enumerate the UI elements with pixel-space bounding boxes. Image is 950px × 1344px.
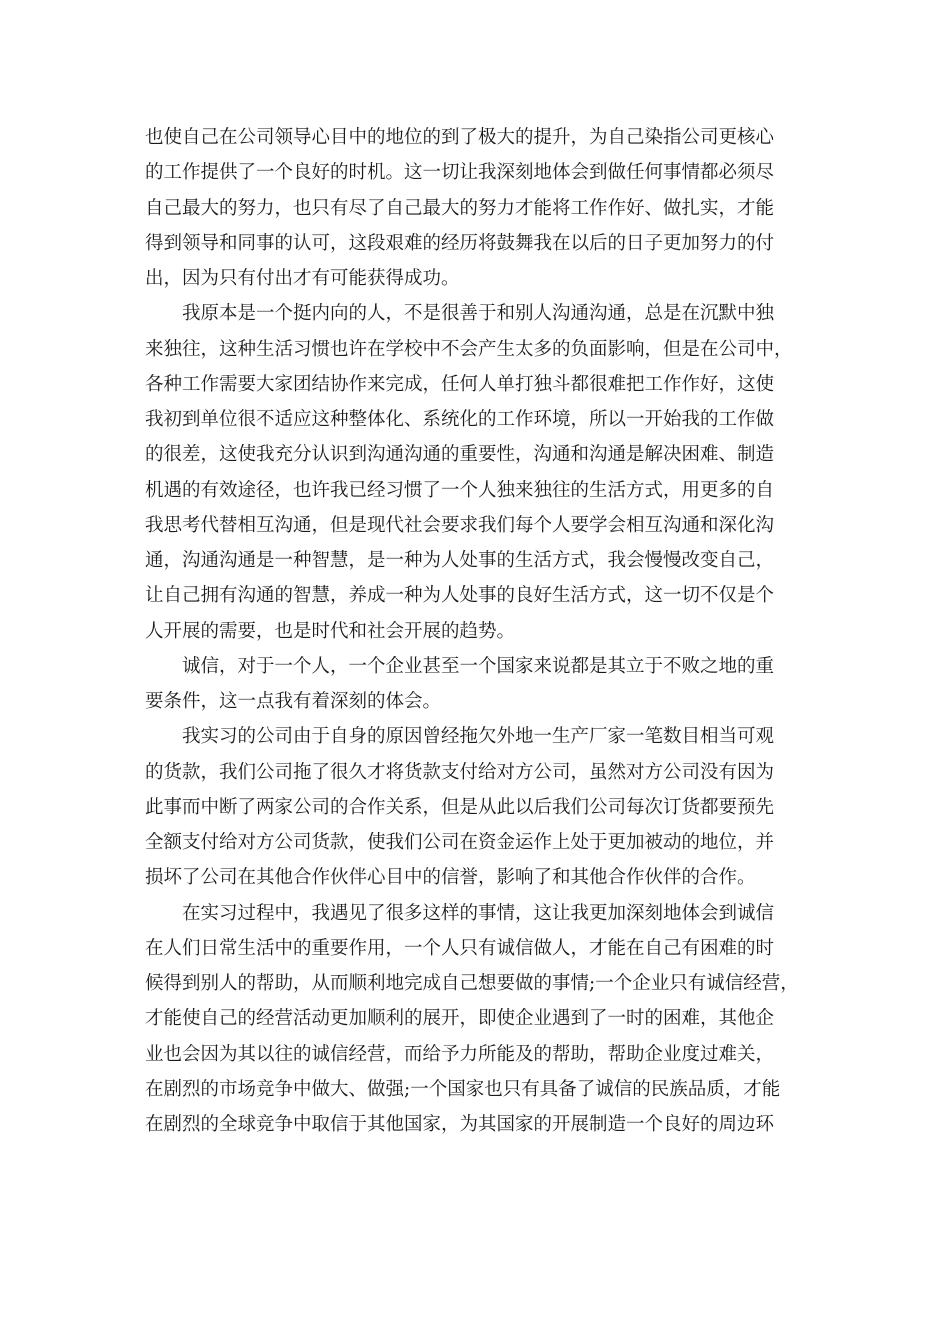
text-line: 业也会因为其以往的诚信经营，而给予力所能及的帮助，帮助企业度过难关， xyxy=(145,1043,775,1065)
text-line: 来独往，这种生活习惯也许在学校中不会产生太多的负面影响，但是在公司中， xyxy=(145,338,793,360)
text-line: 的很差，这使我充分认识到沟通沟通的重要性，沟通和沟通是解决困难、制造 xyxy=(145,444,775,466)
text-line: 才能使自己的经营活动更加顺利的展开，即使企业遇到了一时的困难，其他企 xyxy=(145,1008,775,1030)
text-line: 机遇的有效途径，也许我已经习惯了一个人独来独往的生活方式，用更多的自 xyxy=(145,479,775,501)
text-line: 让自己拥有沟通的智慧，养成一种为人处事的良好生活方式，这一切不仅是个 xyxy=(145,585,775,607)
text-line: 在剧烈的全球竞争中取信于其他国家，为其国家的开展制造一个良好的周边环 xyxy=(145,1114,775,1135)
text-line: 全额支付给对方公司货款，使我们公司在资金运作上处于更加被动的地位，并 xyxy=(145,832,775,853)
text-line: 在剧烈的市场竞争中做大、做强;一个国家也只有具备了诚信的民族品质，才能 xyxy=(145,1078,781,1100)
body-text xyxy=(145,120,800,1142)
text-line: 得到领导和同事的认可，这段艰难的经历将鼓舞我在以后的日子更加努力的付 xyxy=(145,232,775,254)
text-line: 各种工作需要大家团结协作来完成，任何人单打独斗都很难把工作作好，这使 xyxy=(145,373,775,395)
paragraph-start-line: 我原本是一个挺内向的人，不是很善于和别人沟通沟通，总是在沉默中独 xyxy=(182,303,775,325)
text-line: 在人们日常生活中的重要作用，一个人只有诚信做人，才能在自己有困难的时 xyxy=(145,937,775,959)
text-line: 也使自己在公司领导心目中的地位的到了极大的提升，为自己染指公司更核心 xyxy=(145,127,775,148)
text-line: 的货款，我们公司拖了很久才将货款支付给对方公司，虽然对方公司没有因为 xyxy=(145,761,775,783)
paragraph-start-line: 诚信，对于一个人，一个企业甚至一个国家来说都是其立于不败之地的重 xyxy=(182,655,775,677)
text-line: 此事而中断了两家公司的合作关系，但是从此以后我们公司每次订货都要预先 xyxy=(145,796,775,818)
text-line: 出，因为只有付出才有可能获得成功。 xyxy=(145,268,460,289)
text-line: 人开展的需要，也是时代和社会开展的趋势。 xyxy=(145,620,516,642)
text-line: 自己最大的努力，也只有尽了自己最大的努力才能将工作作好、做扎实，才能 xyxy=(145,197,775,219)
paragraph-start-line: 我实习的公司由于自身的原因曾经拖欠外地一生产厂家一笔数目相当可观 xyxy=(182,726,775,748)
text-line: 候得到别人的帮助，从而顺利地完成自己想要做的事情;一个企业只有诚信经营， xyxy=(145,973,799,994)
text-line: 我思考代替相互沟通，但是现代社会要求我们每个人要学会相互沟通和深化沟 xyxy=(145,514,775,536)
text-line: 通，沟通沟通是一种智慧，是一种为人处事的生活方式，我会慢慢改变自己， xyxy=(145,550,775,571)
text-line: 损坏了公司在其他合作伙伴心目中的信誉，影响了和其他合作伙伴的合作。 xyxy=(145,867,756,889)
paragraph-start-line: 在实习过程中，我遇见了很多这样的事情，这让我更加深刻地体会到诚信 xyxy=(182,902,775,924)
text-line: 要条件，这一点我有着深刻的体会。 xyxy=(145,691,442,712)
text-line: 的工作提供了一个良好的时机。这一切让我深刻地体会到做任何事情都必须尽 xyxy=(145,162,775,184)
text-line: 我初到单位很不适应这种整体化、系统化的工作环境，所以一开始我的工作做 xyxy=(145,409,775,430)
